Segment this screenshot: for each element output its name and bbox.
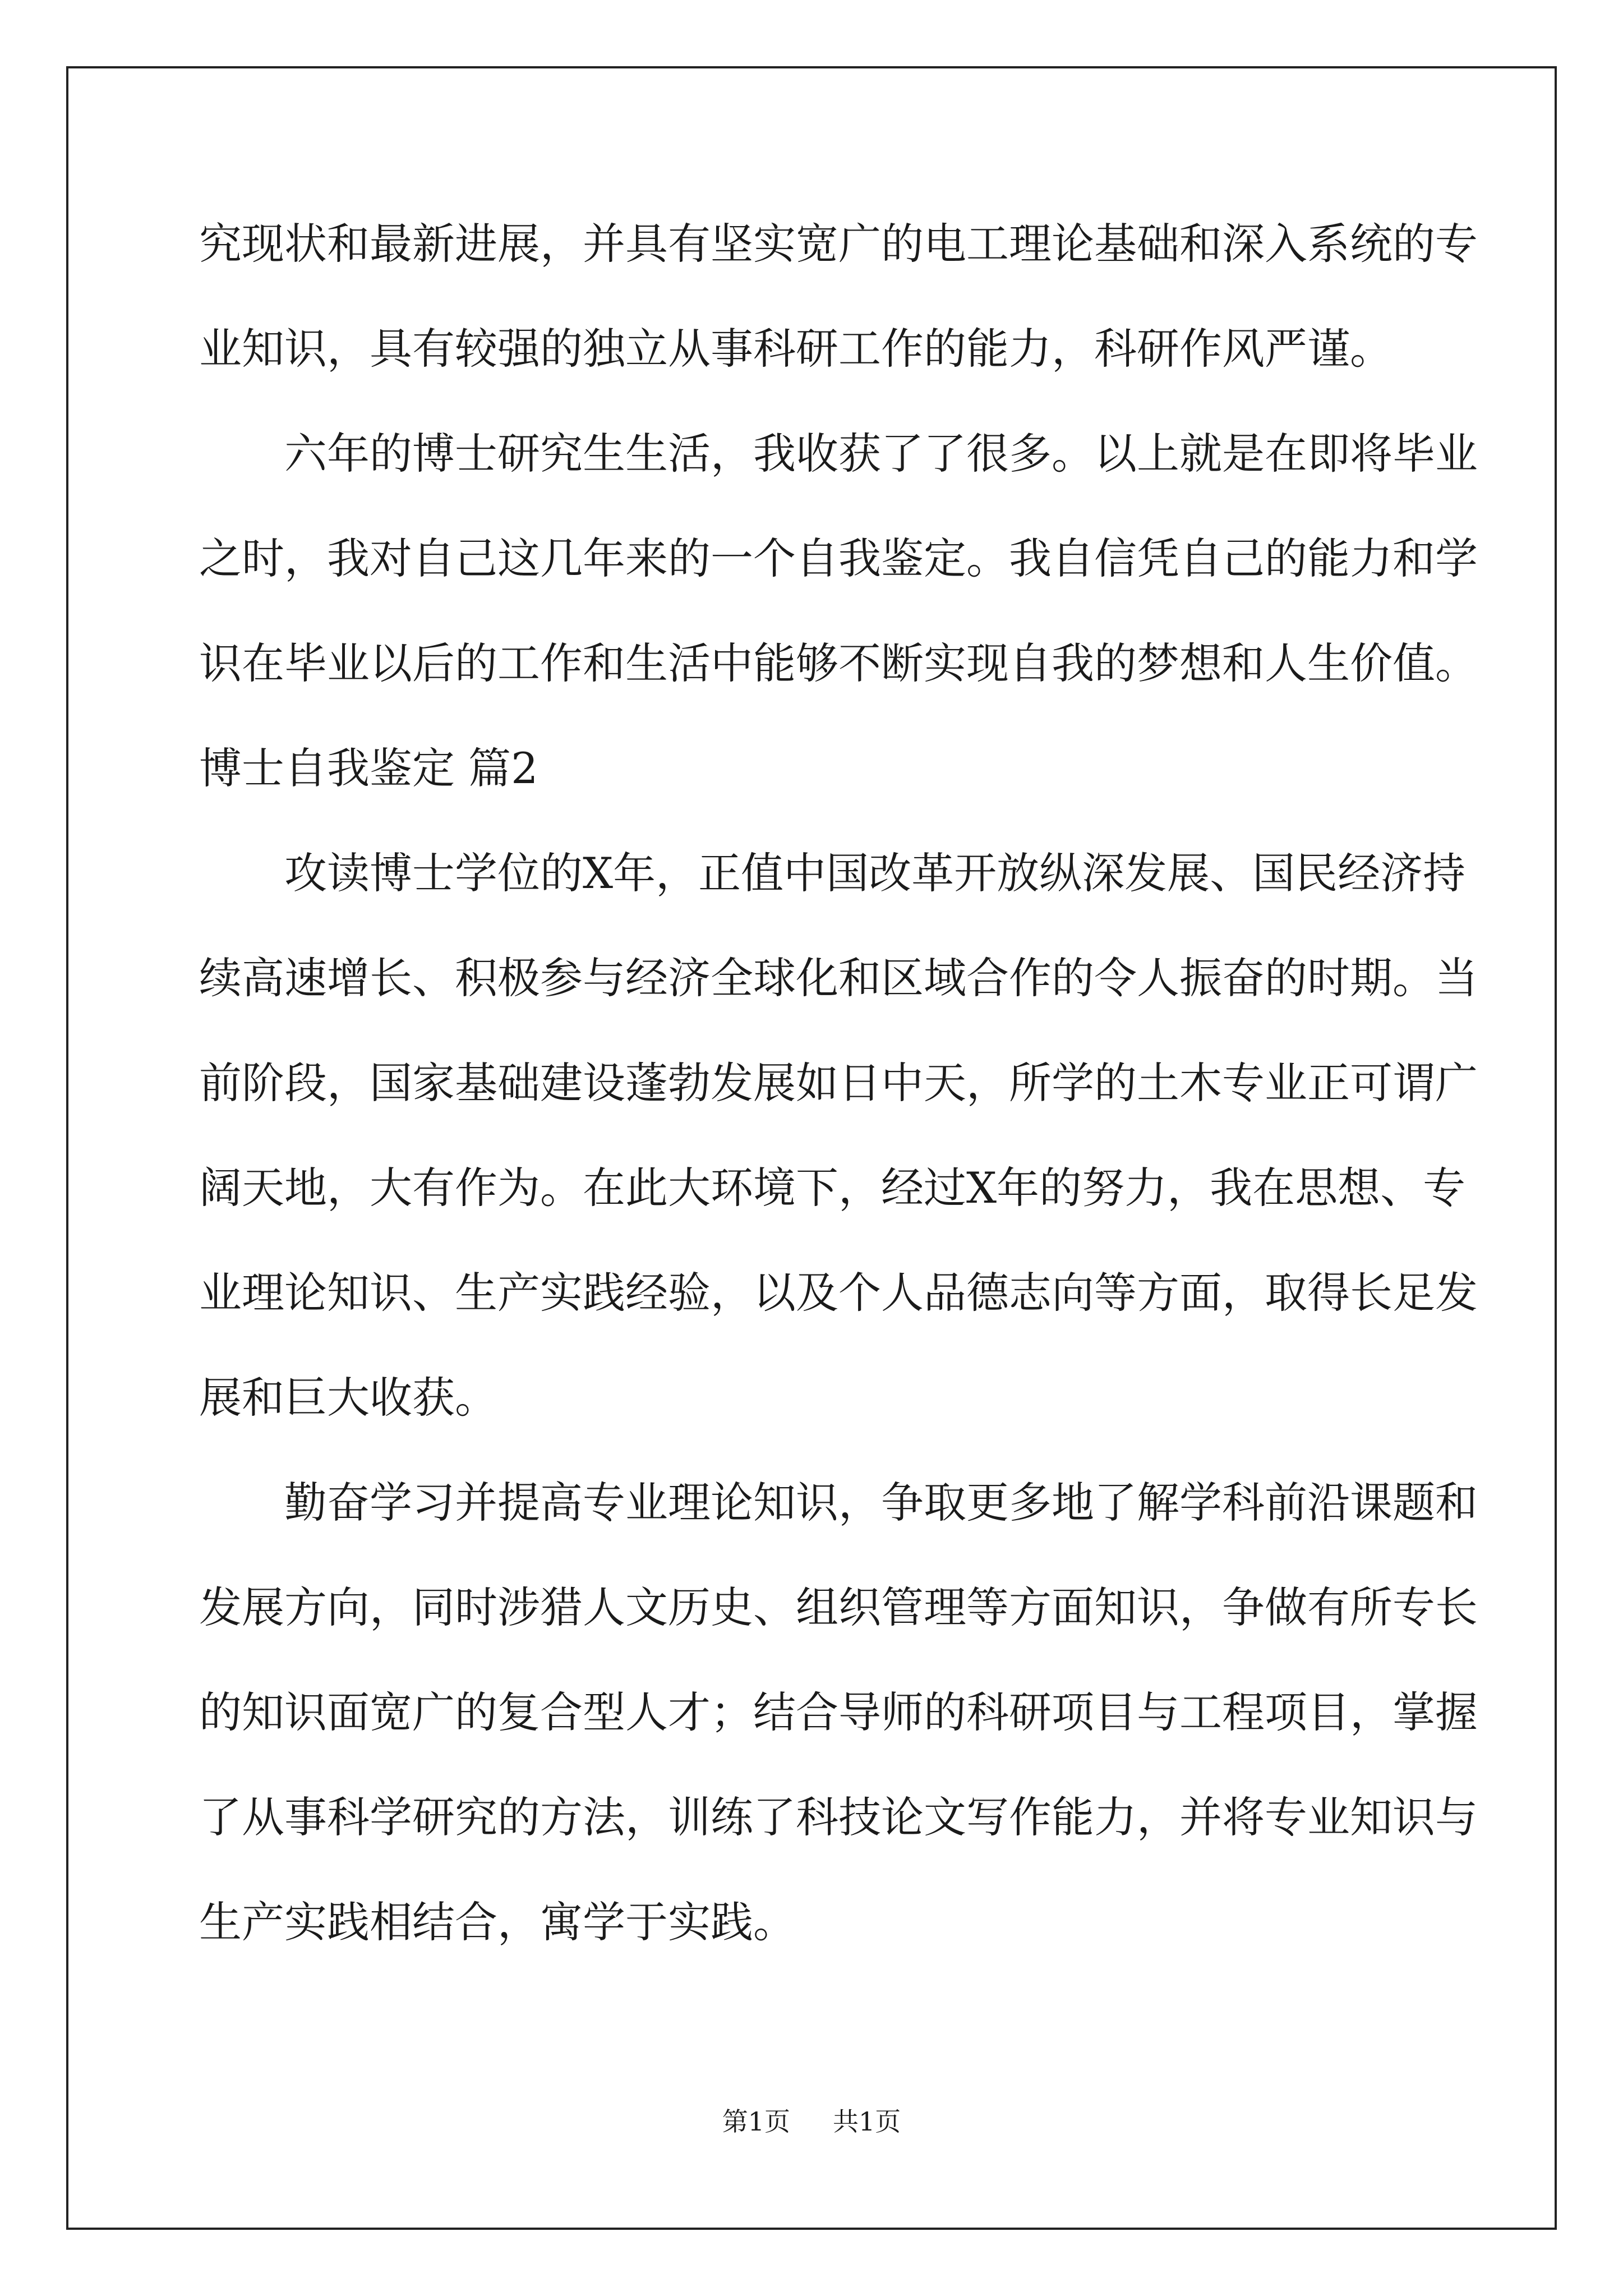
text-line: 续高速增长、积极参与经济全球化和区域合作的令人振奋的时期。当 [199, 953, 1478, 1003]
text-line: 究现状和最新进展，并具有坚实宽广的电工理论基础和深入系统的专 [199, 219, 1478, 269]
page-footer [0, 2105, 1623, 2138]
document-body [199, 216, 1478, 1999]
text-line: 业知识，具有较强的独立从事科研工作的能力，科研作风严谨。 [199, 324, 1393, 374]
text-line: 的知识面宽广的复合型人才；结合导师的科研项目与工程项目，掌握 [199, 1687, 1478, 1737]
text-line: 之时，我对自己这几年来的一个自我鉴定。我自信凭自己的能力和学 [199, 533, 1478, 583]
page-total: 共1页 [833, 2106, 901, 2137]
text-line: 了从事科学研究的方法，训练了科技论文写作能力，并将专业知识与 [199, 1792, 1478, 1842]
text-line: 发展方向，同时涉猎人文历史、组织管理等方面知识，争做有所专长 [199, 1582, 1478, 1632]
text-line: 识在毕业以后的工作和生活中能够不断实现自我的梦想和人生价值。 [199, 638, 1478, 688]
text-line: 展和巨大收获。 [199, 1373, 497, 1423]
page-number: 第1页 [722, 2106, 790, 2137]
text-line: 前阶段，国家基础建设蓬勃发展如日中天，所学的土木专业正可谓广 [199, 1058, 1478, 1108]
text-line: 业理论知识、生产实践经验，以及个人品德志向等方面，取得长足发 [199, 1268, 1478, 1318]
paragraph-first-line: 六年的博士研究生生活，我收获了了很多。以上就是在即将毕业 [284, 429, 1478, 478]
section-heading: 博士自我鉴定 篇2 [199, 743, 538, 793]
text-line: 阔天地，大有作为。在此大环境下，经过X年的努力，我在思想、专 [199, 1163, 1466, 1213]
paragraph-first-line: 攻读博士学位的X年，正值中国改革开放纵深发展、国民经济持 [284, 848, 1466, 898]
text-line: 生产实践相结合，寓学于实践。 [199, 1897, 796, 1947]
paragraph-first-line: 勤奋学习并提高专业理论知识，争取更多地了解学科前沿课题和 [284, 1478, 1478, 1527]
